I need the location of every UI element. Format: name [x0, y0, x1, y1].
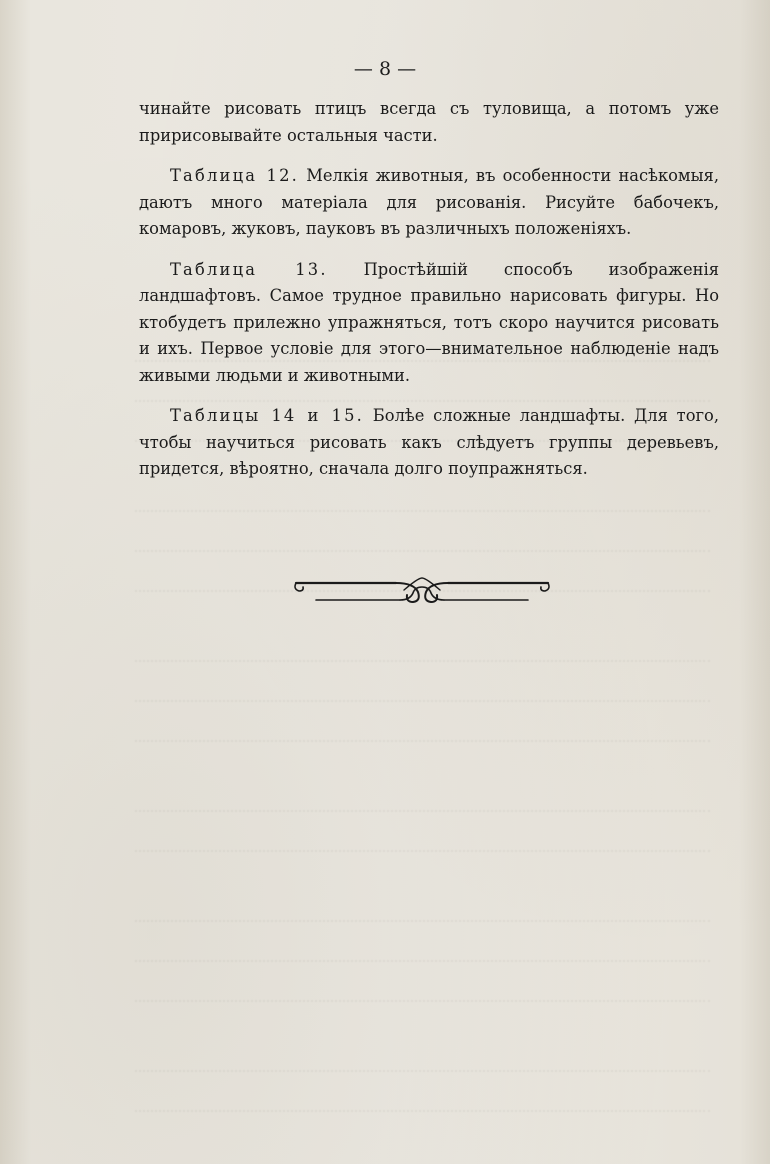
- paragraph-text: Болѣе сложные ландшафты. Для того, чтобы научиться рисовать какъ слѣдуетъ группы деревьевъ, придется, вѣроятно, сначала долго поупражняться.: [139, 406, 719, 478]
- paragraph-table-12: [139, 163, 719, 243]
- paragraph-tables-14-15: [139, 403, 719, 483]
- page-number: — 8 —: [353, 58, 417, 80]
- paragraph-text: Простѣйшій способъ изображенія ландшафтовъ. Самое трудное правильно нарисовать фигуры. Но ктобудетъ прилежно упражняться, тотъ скоро научится рисовать и ихъ. Первое условіе для этого—внимательное наблюденіе надъ живыми людьми и животными.: [139, 259, 719, 385]
- paragraph-lead: Таблица 13.: [170, 259, 328, 279]
- paragraph-table-13: [139, 257, 719, 390]
- scroll-ornament-icon: [292, 576, 552, 606]
- paragraph-continuation: [139, 96, 719, 149]
- paragraph-text: чинайте рисовать птицъ всегда съ туловища, а потомъ уже пририсовывайте остальныя части.: [139, 99, 719, 145]
- paragraph-lead: Таблица 12.: [170, 166, 300, 185]
- body-text: [139, 96, 719, 497]
- paragraph-text: Мелкія животныя, въ особенности насѣкомыя, даютъ много матеріала для рисованія. Рисуйте бабочекъ, комаровъ, жуковъ, пауковъ въ различныхъ положеніяхъ.: [139, 166, 719, 238]
- paragraph-lead: Таблицы 14 и 15.: [170, 406, 365, 425]
